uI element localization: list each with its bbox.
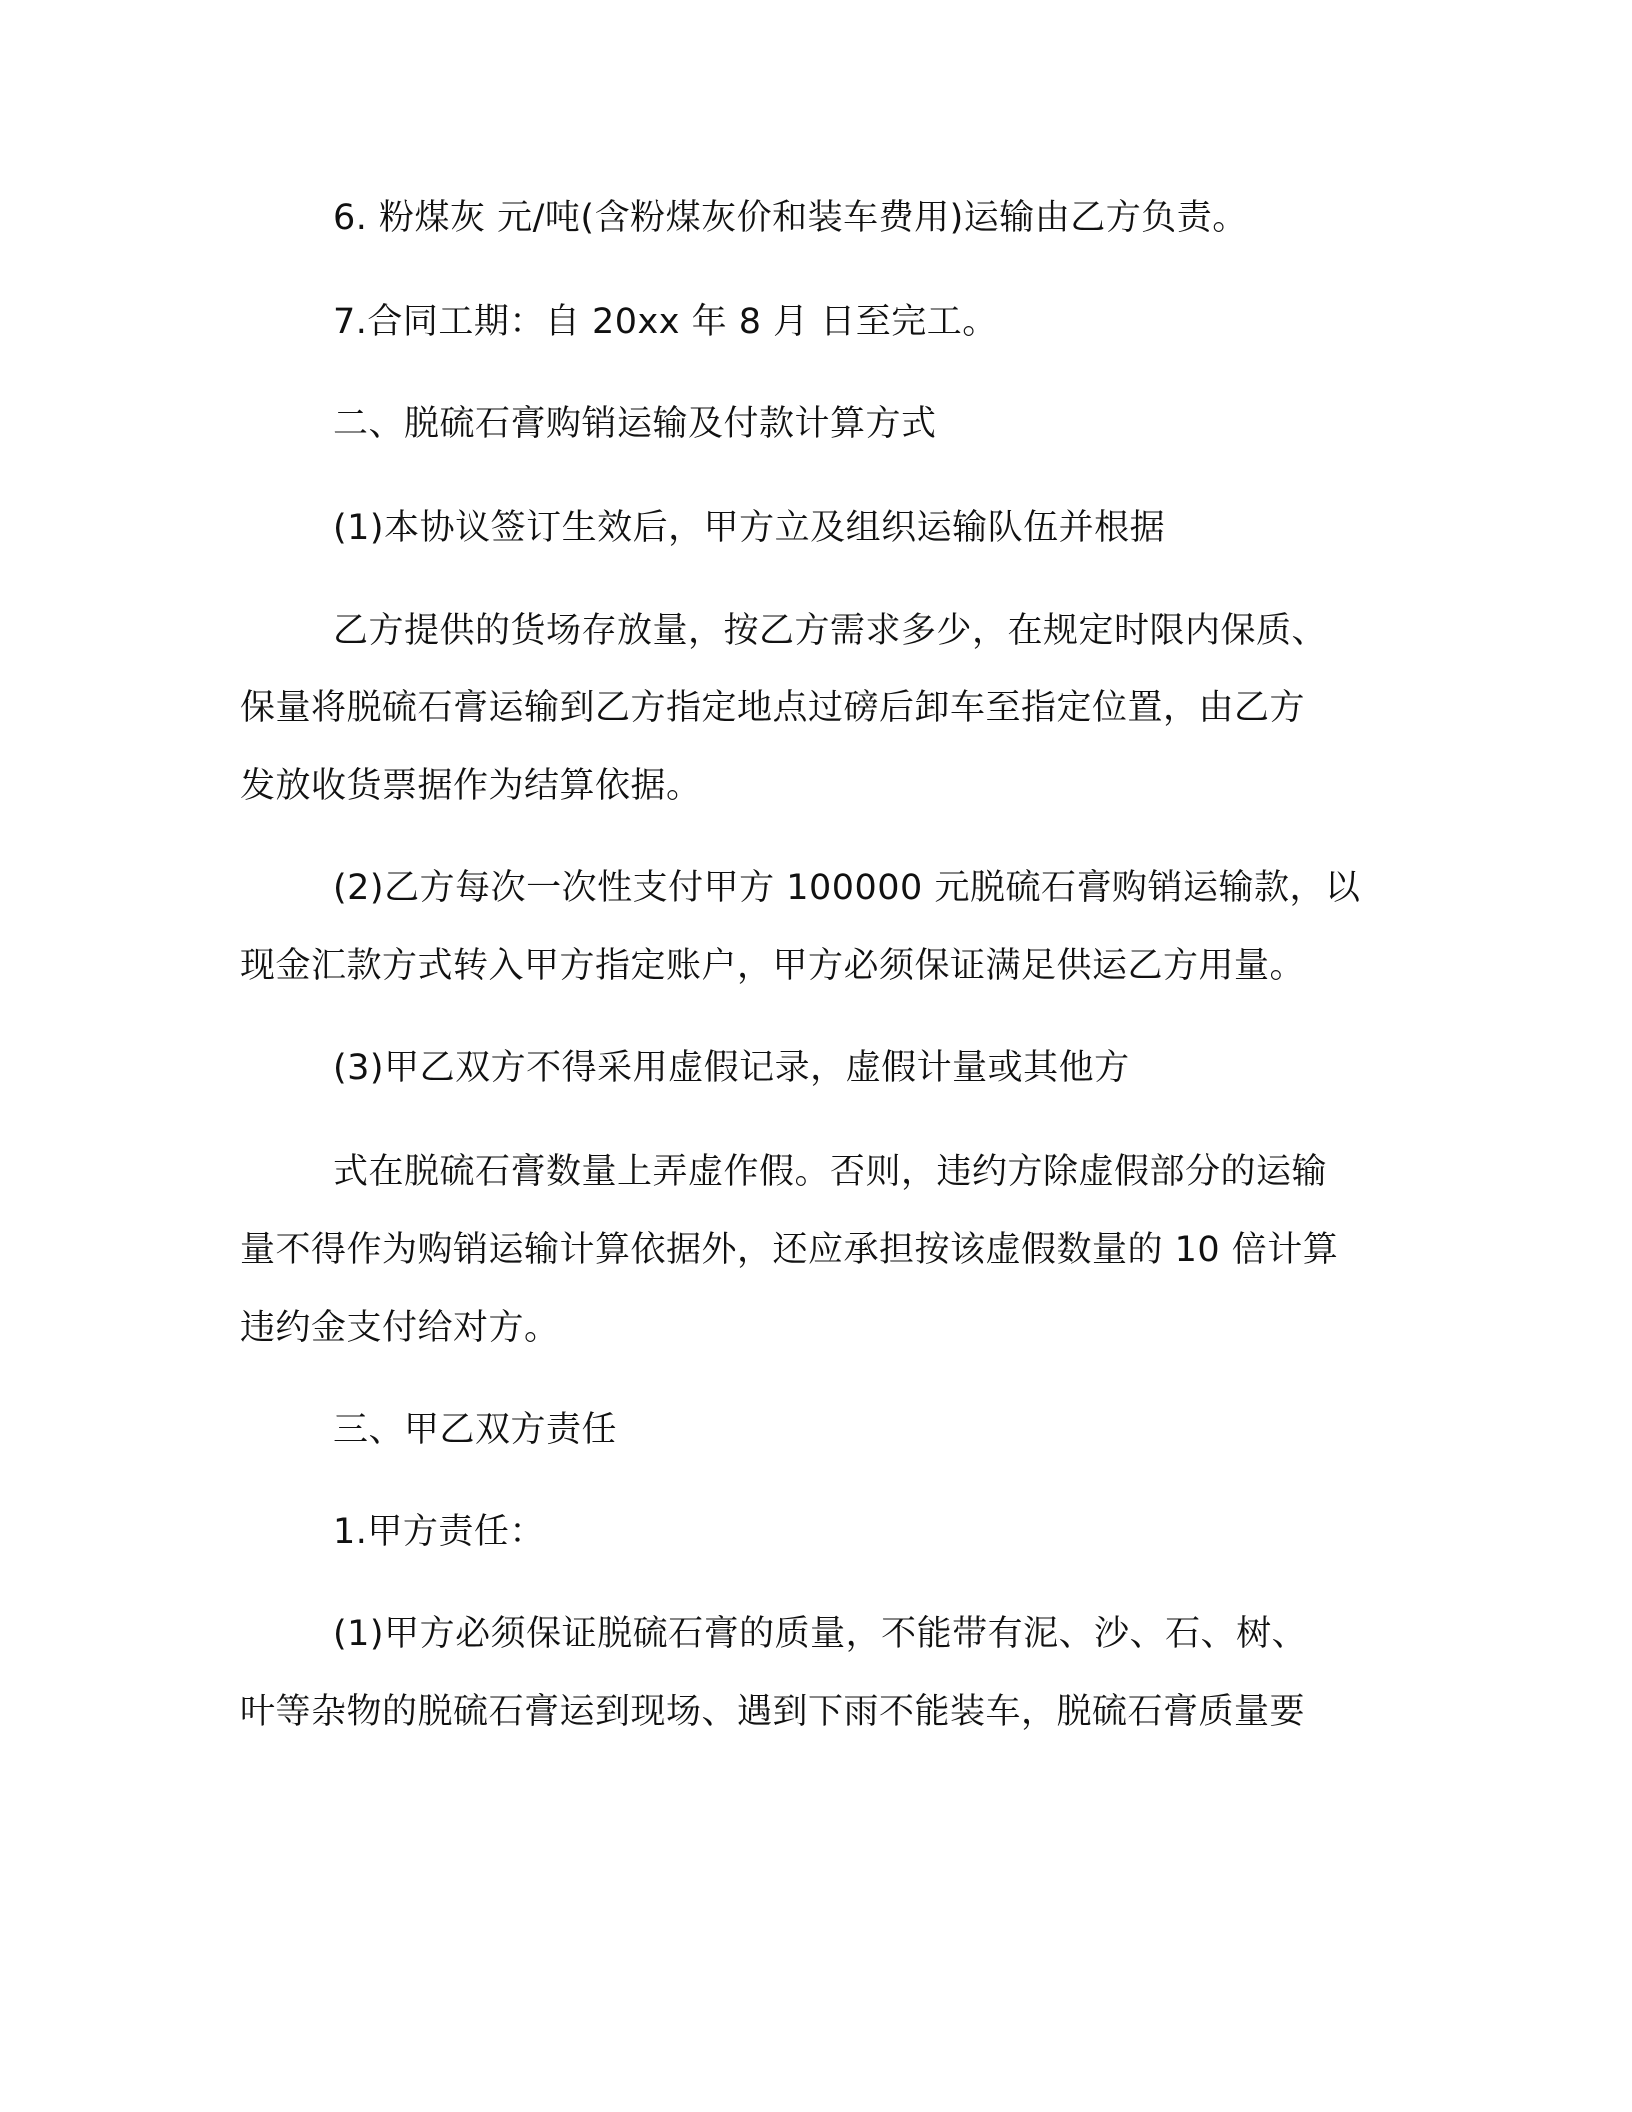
section-2-item-3-line-4: 违约金支付给对方。: [240, 1308, 560, 1348]
section-2-item-1-line-2: 乙方提供的货场存放量，按乙方需求多少，在规定时限内保质、: [333, 611, 1328, 651]
party-a-item-1-line-1: (1)甲方必须保证脱硫石膏的质量，不能带有泥、沙、石、树、: [333, 1614, 1308, 1654]
section-2-item-2-line-2: 现金汇款方式转入甲方指定账户，甲方必须保证满足供运乙方用量。: [240, 946, 1306, 986]
party-a-responsibility-heading: 1.甲方责任：: [333, 1512, 545, 1552]
section-2-item-3-line-2: 式在脱硫石膏数量上弄虚作假。否则，违约方除虚假部分的运输: [333, 1152, 1328, 1192]
section-2-item-1-line-3: 保量将脱硫石膏运输到乙方指定地点过磅后卸车至指定位置，由乙方: [240, 688, 1306, 728]
section-2-heading: 二、脱硫石膏购销运输及付款计算方式: [333, 404, 937, 444]
section-2-item-3-line-1: (3)甲乙双方不得采用虚假记录，虚假计量或其他方: [333, 1048, 1130, 1088]
party-a-item-1-line-2: 叶等杂物的脱硫石膏运到现场、遇到下雨不能装车，脱硫石膏质量要: [240, 1692, 1306, 1732]
section-3-heading: 三、甲乙双方责任: [333, 1410, 618, 1450]
clause-6-fly-ash-price: 6. 粉煤灰 元/吨(含粉煤灰价和装车费用)运输由乙方负责。: [333, 198, 1248, 238]
clause-7-contract-period: 7.合同工期：自 20xx 年 8 月 日至完工。: [333, 302, 998, 342]
section-2-item-1-line-4: 发放收货票据作为结算依据。: [240, 766, 702, 806]
section-2-item-1-line-1: (1)本协议签订生效后，甲方立及组织运输队伍并根据: [333, 508, 1166, 548]
section-2-item-2-line-1: (2)乙方每次一次性支付甲方 100000 元脱硫石膏购销运输款，以: [333, 868, 1361, 908]
section-2-item-3-line-3: 量不得作为购销运输计算依据外，还应承担按该虚假数量的 10 倍计算: [240, 1230, 1339, 1270]
